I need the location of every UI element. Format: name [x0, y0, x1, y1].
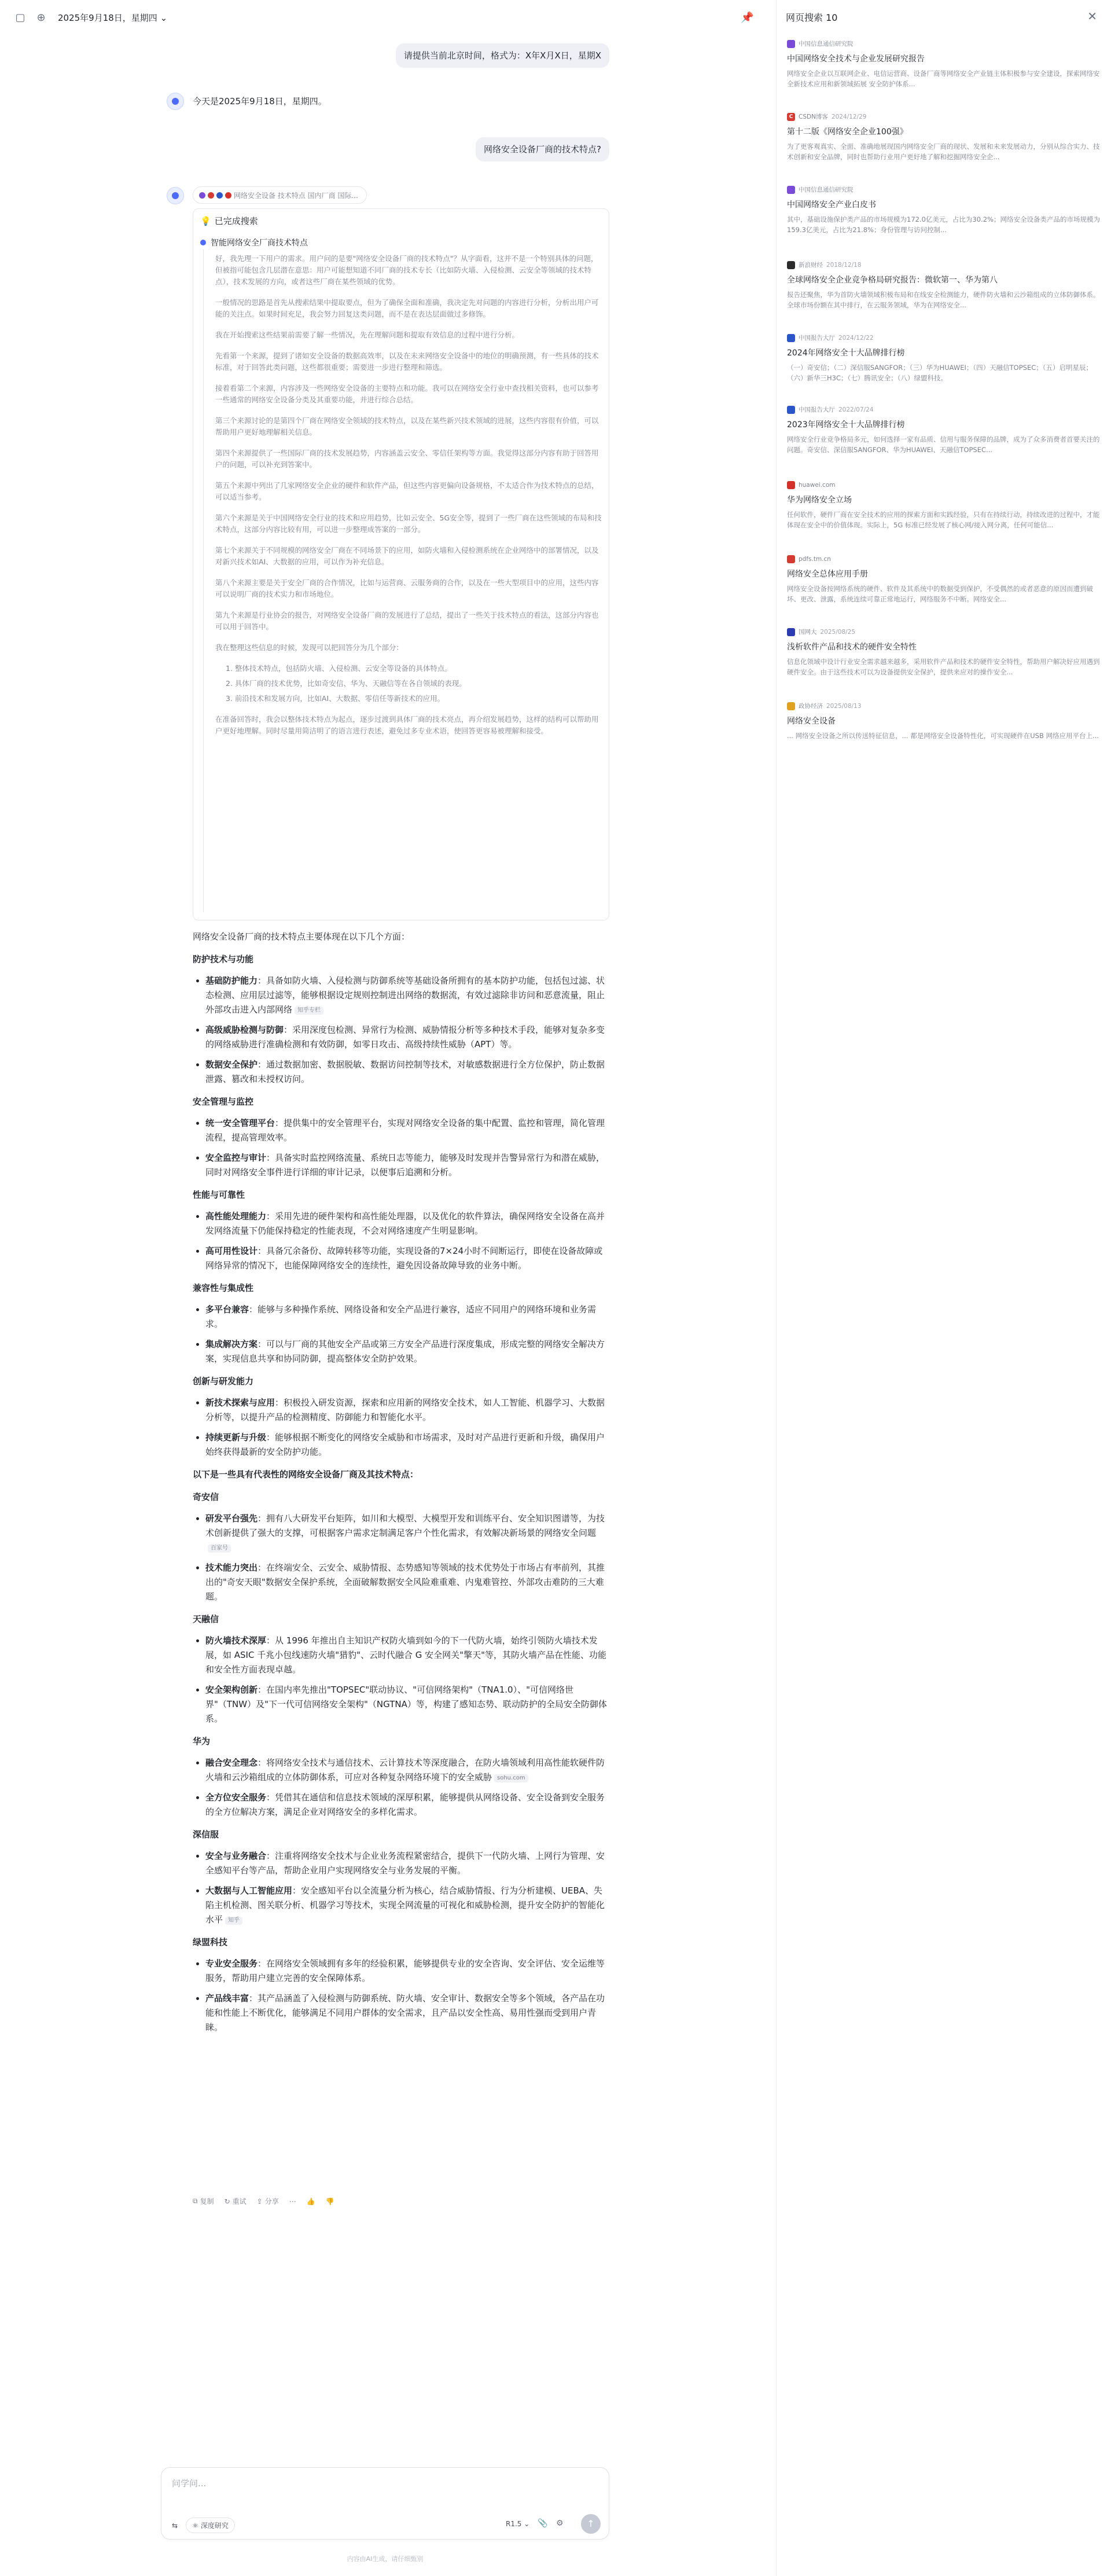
thumbs-down-icon: 👎: [325, 2197, 334, 2206]
lightbulb-icon: 💡: [200, 215, 211, 226]
section-heading: 奇安信: [193, 1492, 219, 1502]
result-snippet: 报告还聚焦，华为首防火墙领域积极布局和在线安全检测能力，硬件防火墙和云沙箱组成的立体防御体系。全球市场份额在其中排行，在云服务领域，华为在网络安全...: [787, 291, 1100, 309]
section-list: [205, 1209, 609, 1273]
refresh-icon: ↻: [224, 2197, 230, 2206]
item-text: ：安全感知平台以全流量分析为核心，结合威胁情报、行为分析建模、UEBA、失陷主机检测、图关联分析、机器学习等技术，实现全网流量的可视化和威胁检测，提升安全防护的智能化水平: [205, 1885, 605, 1925]
item-text: ：具备如防火墙、入侵检测与防御系统等基础设备所拥有的基本防护功能，包括包过滤、状态检测、应用层过滤等，能够根据设定规则控制进出网络的数据流，有效过滤除非访问和恶意流量，阻止外部攻击进入内部网络: [205, 975, 605, 1015]
search-result[interactable]: [787, 333, 1102, 383]
search-result[interactable]: [787, 480, 1102, 530]
item-term: 数据安全保护: [205, 1059, 258, 1070]
result-source: [787, 112, 1102, 122]
section-list: [205, 1511, 609, 1604]
result-title[interactable]: 第十二版《网络安全企业100强》: [787, 127, 908, 137]
user-message: 请提供当前北京时间，格式为：X年X月X日，星期X: [396, 43, 609, 68]
source-name: pdfs.tm.cn: [799, 556, 831, 563]
send-button[interactable]: ↑: [581, 2514, 601, 2534]
section-list: [205, 1849, 609, 1927]
item-text: ：具备实时监控网络流量、系统日志等能力，能够及时发现并告警异常行为和潜在威胁，同时对网络安全事件进行详细的审计记录，以便事后追溯和分析。: [205, 1153, 605, 1177]
thinking-paragraph: 一般情况的思路是首先从搜索结果中提取要点，但为了确保全面和准确，我决定先对问题的内容进行分析，分析出用户可能的关注点。如果时间充足，我会努力回复这类问题，而不是在表达层面做过多修饰。: [215, 298, 599, 318]
thinking-paragraph: 好，我先理一下用户的需求。用户问的是要"网络安全设备厂商的技术特点"？从字面看，这并不是一个特别具体的问题，但被指可能包含几层潜在意思：用户可能想知道不同厂商的技术专长（比如防火墙、入侵检测、云安全等领域的技术特点），技术发展的方向，或者这些厂商在某些领域的优势。: [215, 254, 598, 286]
item-text: ：能够根据不断变化的网络安全威胁和市场需求，及时对产品进行更新和升级，确保用户始终获得最新的安全防护功能。: [205, 1432, 605, 1457]
result-snippet: 网络安全企业以互联网企业、电信运营商、设备厂商等网络安全产业链主体积极参与安全建设，探索网络安全新技术应用和新领域拓展 安全防护体系...: [787, 69, 1100, 88]
result-snippet: ... 网络安全设备之所以传送特征信息，... 都是网络安全设备特性化，可实现硬件在USB 网络应用平台上...: [787, 732, 1099, 740]
result-title[interactable]: 网络安全设备: [787, 717, 836, 726]
result-date: 2025/08/13: [826, 703, 862, 710]
conversation-title[interactable]: 2025年9月18日，星期四 ⌄: [58, 13, 168, 23]
disclaimer: 内容由AI生成，请仔细甄别: [347, 2555, 424, 2563]
search-results-panel: [776, 0, 1111, 2576]
source-logo-icon: [208, 192, 214, 199]
thinking-panel: [193, 208, 609, 920]
search-result[interactable]: [787, 555, 1102, 604]
section-heading: 安全管理与监控: [193, 1096, 254, 1107]
item-term: 集成解决方案: [205, 1339, 258, 1349]
source-logo-icon: [199, 192, 205, 199]
result-snippet: 网络安全设备按网络系统的硬件、软件及其系统中的数据受到保护，不受偶然的或者恶意的原因而遭到破坏、更改、泄露，系统连续可靠正常地运行，网络服务不中断。网络安全...: [787, 585, 1093, 603]
source-name: 中国信息通信研究院: [799, 41, 854, 47]
site-logo-icon: [787, 40, 795, 48]
result-snippet: 其中，基础设施保护类产品的市场规模为172.0亿美元，占比为30.2%；网络安全设备类产品的市场规模为159.3亿美元，占比为21.8%；身份管理与访问控制...: [787, 215, 1100, 234]
section-heading: 深信服: [193, 1829, 219, 1840]
thinking-step: 智能网络安全厂商技术特点: [200, 237, 308, 248]
source-name: CSDN博客: [799, 113, 828, 120]
thinking-list-item: 2. 具体厂商的技术优势，比如奇安信、华为、天融信等在各自领域的表现。: [226, 679, 466, 688]
result-date: 2022/07/24: [838, 406, 874, 413]
list-item: [205, 1790, 609, 1819]
atom-icon: ⚛: [192, 2521, 198, 2530]
result-date: 2018/12/18: [826, 262, 862, 269]
item-text: ：提供集中的安全管理平台，实现对网络安全设备的集中配置、监控和管理，简化管理流程，提高管理效率。: [205, 1118, 605, 1143]
source-logo-icon: [216, 192, 223, 199]
thinking-body: [215, 253, 602, 746]
item-text: ：在网络安全领域拥有多年的经验积累，能够提供专业的安全咨询、安全评估、安全运维等服务，帮助用户建立完善的安全保障体系。: [205, 1958, 605, 1983]
section-list: [205, 1396, 609, 1459]
item-term: 产品线丰富: [205, 1993, 249, 2003]
result-source: [787, 480, 1102, 490]
list-item: [205, 1151, 609, 1180]
result-title[interactable]: 2024年网络安全十大品牌排行榜: [787, 348, 905, 358]
section-heading: 天融信: [193, 1614, 219, 1624]
list-item: [205, 1511, 609, 1555]
site-logo-icon: [787, 481, 795, 489]
item-term: 基础防护能力: [205, 975, 258, 986]
result-snippet: 信息化领域中设计行业安全需求越来越多，采用软件产品和技术的硬件安全特性，帮助用户解决好应用遇到硬件安全。由于这些技术可以为设备提供安全保护，提供来应对的操作安全...: [787, 658, 1100, 676]
item-term: 高级威胁检测与防御: [205, 1025, 284, 1035]
thinking-paragraph: 第五个来源中列出了几家网络安全企业的硬件和软件产品，但这些内容更偏向设备规格，不太适合作为技术特点的总结，可以适当参考。: [215, 481, 599, 501]
input-toolbar: [172, 2518, 235, 2533]
attach-icon[interactable]: 📎: [538, 2519, 548, 2528]
result-date: 2025/08/25: [820, 629, 856, 636]
source-name: 中国报告大厅: [799, 335, 835, 342]
item-term: 研发平台强先: [205, 1513, 258, 1524]
close-icon[interactable]: ✕: [1087, 9, 1097, 23]
result-title[interactable]: 华为网络安全立场: [787, 496, 852, 505]
result-snippet: 任何软件，硬件厂商在安全技术的应用的探索方面和实践经验，只有在持续行动，持续改进的过程中，才能体现在安全中的价值体现。实际上，5G 标准已经发展了核心网/接入网分离，任何可能信...: [787, 511, 1100, 529]
result-source: [787, 39, 1102, 49]
list-item: [205, 1337, 609, 1366]
top-bar: [0, 0, 775, 35]
item-text: ：积极投入研发资源，探索和应用新的网络安全技术，如人工智能、机器学习、大数据分析等，以提升产品的检测精度、防御能力和智能化水平。: [205, 1397, 605, 1422]
site-logo-icon: [787, 186, 795, 194]
thinking-paragraph: 第六个来源是关于中国网络安全行业的技术和应用趋势，比如云安全、5G安全等，提到了一些厂商在这些领域的布局和技术特点，这部分内容比较有用，可以进一步整理成答案的一部分。: [215, 513, 602, 534]
section-heading: 绿盟科技: [193, 1937, 228, 1947]
list-item: [205, 1991, 609, 2035]
share-button[interactable]: ⇪ 分享: [256, 2197, 279, 2206]
thinking-paragraph: 我在整理这些信息的时候，发现可以把回答分为几个部分：: [215, 643, 404, 652]
result-date: 2024/12/22: [838, 335, 874, 342]
thinking-paragraph: 第三个来源讨论的是第四个厂商在网络安全领域的技术特点，以及在某些新兴技术领域的进展，这些内容很有价值，可以帮助用户更好地理解相关信息。: [215, 416, 599, 436]
copy-icon: ⧉: [193, 2197, 198, 2205]
share-icon: ⇪: [256, 2197, 263, 2206]
result-snippet: （一）奇安信；（二）深信服SANGFOR；（三）华为HUAWEI；（四）天融信TOPSEC；（五）启明星辰；（六）新华三H3C；（七）腾讯安全；（八）绿盟科技。: [787, 364, 1092, 382]
section-heading: 华为: [193, 1736, 211, 1746]
new-chat-icon[interactable]: ⊕: [36, 12, 46, 24]
answer-intro: 网络安全设备厂商的技术特点主要体现在以下几个方面：: [193, 931, 410, 942]
citation-badge[interactable]: 知乎: [225, 1917, 242, 1925]
pin-icon[interactable]: 📌: [741, 12, 754, 24]
item-term: 多平台兼容: [205, 1304, 249, 1315]
list-item: [205, 1634, 609, 1677]
item-text: ：凭借其在通信和信息技术领域的深厚积累，能够提供从网络设备、安全设备到安全服务的全方位解决方案，满足企业对网络安全的多样化需求。: [205, 1792, 605, 1817]
assistant-message: 今天是2025年9月18日，星期四。: [193, 96, 327, 107]
assistant-avatar: [167, 187, 184, 204]
sidebar-toggle-icon[interactable]: ▢: [15, 12, 25, 24]
source-name: 中国信息通信研究院: [799, 186, 854, 193]
search-sources-chip[interactable]: [193, 186, 367, 204]
result-title[interactable]: 浅析软件产品和技术的硬件安全特性: [787, 643, 917, 652]
list-item: [205, 1116, 609, 1145]
item-text: ：通过数据加密、数据脱敏、数据访问控制等技术，对敏感数据进行全方位保护，防止数据泄露、篡改和未授权访问。: [205, 1059, 605, 1084]
result-source: [787, 333, 1102, 343]
settings-icon[interactable]: ⚙: [556, 2519, 564, 2528]
source-name: huawei.com: [799, 482, 836, 489]
deep-research-toggle[interactable]: ⚛ 深度研究: [186, 2518, 235, 2533]
thinking-header[interactable]: 💡 已完成搜索: [200, 215, 258, 226]
thinking-paragraph: 第七个来源关于不同规模的网络安全厂商在不同场景下的应用，如防火墙和入侵检测系统在企业网络中的部署情况，以及对新兴技术如AI、大数据的应用，可以作为补充信息。: [215, 546, 599, 566]
message-input[interactable]: 问学问...: [172, 2478, 207, 2489]
result-source: [787, 260, 1102, 270]
panel-title: 网页搜索 10: [786, 12, 838, 23]
user-message: 网络安全设备厂商的技术特点?: [476, 137, 609, 162]
section-heading: 性能与可靠性: [193, 1190, 245, 1200]
thinking-paragraph: 在准备回答时，我会以整体技术特点为起点，逐步过渡到具体厂商的技术亮点，再介绍发展趋势，这样的结构可以帮助用户更好地理解。同时尽量用简洁明了的语言进行表述，避免过多专业术语，使回答更容易被理解和接受。: [215, 715, 599, 735]
thumbs-up-icon: 👍: [306, 2197, 315, 2206]
site-logo-icon: [787, 406, 795, 414]
thinking-paragraph: 第四个来源提供了一些国际厂商的技术发展趋势，内容涵盖云安全、零信任架构等方面。我觉得这部分内容有助于回答用户的问题，可以补充到答案中。: [215, 449, 599, 469]
item-term: 高性能处理能力: [205, 1211, 267, 1221]
thinking-paragraph: 第九个来源是行业协会的报告，对网络安全设备厂商的发展进行了总结，提出了一些关于技术特点的看法，这部分内容也可以用于回答中。: [215, 611, 599, 631]
item-term: 持续更新与升级: [205, 1432, 267, 1443]
retry-button[interactable]: ↻ 重试: [224, 2197, 247, 2206]
result-title[interactable]: 网络安全总体应用手册: [787, 570, 868, 579]
list-item: [205, 1058, 609, 1087]
item-text: ：可以与厂商的其他安全产品或第三方安全产品进行深度集成，形成完整的网络安全解决方案，实现信息共享和协同防御，提高整体安全防护效果。: [205, 1339, 605, 1364]
section-heading: 防护技术与功能: [193, 954, 254, 964]
source-name: 政协经济: [799, 703, 823, 710]
item-term: 防火墙技术深厚: [205, 1635, 267, 1646]
result-title[interactable]: 中国网络安全技术与企业发展研究报告: [787, 54, 925, 64]
citation-badge[interactable]: 知乎专栏: [295, 1007, 323, 1015]
list-item: [205, 1209, 609, 1238]
item-term: 统一安全管理平台: [205, 1118, 275, 1128]
message-actions: [193, 2196, 334, 2206]
list-item: [205, 1683, 609, 1726]
item-text: ：在国内率先推出"TOPSEC"联动协议、"可信网络架构"（TNA1.0）、"可信网络世界"（TNW）及"下一代可信网络安全架构"（NGTNA）等，构建了感知态势、联动防护的全局安全防御体系。: [205, 1685, 607, 1724]
thinking-paragraph: 我在开始搜索这些结果前需要了解一些情况，先在理解问题和提取有效信息的过程中进行分析。: [215, 331, 520, 339]
result-source: [787, 702, 1102, 711]
section-list: [205, 1302, 609, 1366]
section-list: [205, 974, 609, 1087]
search-result[interactable]: [787, 260, 1102, 310]
site-logo-icon: [787, 555, 795, 563]
site-logo-icon: C: [787, 113, 795, 121]
item-text: ：注重将网络安全技术与企业业务流程紧密结合，提供下一代防火墙、上网行为管理、安全感知平台等产品，帮助企业用户实现网络安全与业务发展的平衡。: [205, 1851, 605, 1876]
list-item: [205, 1561, 609, 1604]
answer-body: [193, 930, 609, 2041]
result-date: 2024/12/29: [831, 113, 867, 120]
list-item: [205, 1430, 609, 1459]
copy-button[interactable]: ⧉ 复制: [193, 2197, 214, 2206]
item-text: ：其产品涵盖了入侵检测与防御系统、防火墙、安全审计、数据安全等多个领域，各产品在功能和性能上不断优化，能够满足不同用户群体的安全需求，且产品以安全性高、易用性强而受到用户青睐。: [205, 1993, 605, 2032]
source-name: 中国报告大厅: [799, 406, 835, 413]
source-logo-icon: [225, 192, 231, 199]
chip-label: 网络安全设备 技术特点 国内厂商 国际...: [234, 191, 358, 200]
item-term: 安全监控与审计: [205, 1153, 267, 1163]
item-text: ：采用深度包检测、异常行为检测、威胁情报分析等多种技术手段，能够对复杂多变的网络威胁进行准确检测和有效防御，如零日攻击、高级持续性威胁（APT）等。: [205, 1025, 605, 1050]
shuffle-icon[interactable]: ⇆: [172, 2521, 178, 2530]
more-icon: ⋯: [289, 2197, 296, 2206]
list-item: [205, 1756, 609, 1785]
item-term: 安全架构创新: [205, 1685, 258, 1695]
item-text: ：采用先进的硬件架构和高性能处理器，以及优化的软件算法，确保网络安全设备在高并发网络流量下仍能保持稳定的性能表现，不会对网络速度产生明显影响。: [205, 1211, 605, 1236]
item-text: ：从 1996 年推出自主知识产权防火墙到如今的下一代防火墙，始终引领防火墙技术发展，如 ASIC 千兆小包线速防火墙"猎豹"、云时代融合 G 安全网关"擎天"等，其防火墙产品在性能、功能和安全性方面表现卓越。: [205, 1635, 606, 1675]
item-term: 技术能力突出: [205, 1562, 258, 1573]
search-result[interactable]: [787, 702, 1102, 751]
result-source: [787, 185, 1102, 195]
result-title[interactable]: 全球网络安全企业竞争格局研究报告：微软第一、华为第八: [787, 276, 998, 285]
search-result[interactable]: [787, 185, 1102, 235]
thinking-paragraph: 第八个来源主要是关于安全厂商的合作情况，比如与运营商、云服务商的合作，以及在一些大型项目中的应用，这些内容可以说明厂商的技术实力和市场地位。: [215, 578, 599, 599]
item-text: ：具备冗余备份、故障转移等功能，实现设备的7×24小时不间断运行，即使在设备故障或网络异常的情况下，也能保障网络安全的连续性，避免因设备故障导致的业务中断。: [205, 1246, 603, 1271]
thinking-paragraph: 接着看第二个来源，内容涉及一些网络安全设备的主要特点和功能。我可以在网络安全行业中查找相关资料，也可以参考一些通常的网络安全设备分类及其重要功能，并进行综合总结。: [215, 384, 599, 404]
thumbs-up-button[interactable]: [307, 2196, 315, 2206]
section-heading: 兼容性与集成性: [193, 1283, 254, 1293]
vendors-lead: 以下是一些具有代表性的网络安全设备厂商及其技术特点：: [193, 1469, 419, 1480]
list-item: [205, 1302, 609, 1331]
result-source: [787, 405, 1102, 414]
result-source: [787, 628, 1102, 637]
list-item: [205, 1957, 609, 1986]
section-list: [205, 1756, 609, 1819]
site-logo-icon: [787, 702, 795, 710]
chevron-down-icon[interactable]: ⌄: [160, 13, 168, 23]
section-heading: 创新与研发能力: [193, 1376, 254, 1386]
list-item: [205, 1884, 609, 1927]
search-result[interactable]: [787, 39, 1102, 89]
list-item: [205, 1023, 609, 1052]
result-title[interactable]: 2023年网络安全十大品牌排行榜: [787, 420, 905, 430]
result-snippet: 网络安全行业竞争格局多元，如何选择一家有品质、信用与服务保障的品牌，成为了众多消费者首要关注的问题。奇安信、深信服SANGFOR、华为HUAWEI、天融信TOPSEC...: [787, 435, 1100, 454]
item-term: 专业安全服务: [205, 1958, 258, 1969]
thinking-paragraph: 先看第一个来源，提到了诸如安全设备的数据高效率，以及在未来网络安全设备中的地位的明确预测，有一些具体的技术标准，对于回答此类问题，这些都很重要；需要进一步进行整理和筛选。: [215, 351, 599, 372]
item-text: ：能够与多种操作系统、网络设备和安全产品进行兼容，适应不同用户的网络环境和业务需求。: [205, 1304, 597, 1329]
site-logo-icon: [787, 261, 795, 269]
search-result[interactable]: [787, 628, 1102, 677]
item-text: ：拥有八大研发平台矩阵，如川和大模型、大模型开发和训练平台、安全知识图谱等，为技术创新提供了强大的支撑，可根据客户需求定制满足客户个性化需求，有效解决新场景的网络安全问题: [205, 1513, 605, 1538]
item-term: 高可用性设计: [205, 1246, 258, 1256]
section-list: [205, 1116, 609, 1180]
item-term: 安全与业务融合: [205, 1851, 267, 1861]
search-result[interactable]: [787, 112, 1102, 162]
source-name: 新浪财经: [799, 262, 823, 269]
item-text: ：在终端安全、云安全、威胁情报、态势感知等领域的技术优势处于市场占有率前列，其推出的"奇安天眼"数据安全保护系统，全面破解数据安全风险难重难、内鬼难管控、外部攻击难防的三大难题。: [205, 1562, 605, 1602]
result-source: [787, 555, 1102, 564]
item-term: 新技术探索与应用: [205, 1397, 275, 1408]
more-button[interactable]: [289, 2196, 296, 2206]
model-selector[interactable]: R1.5 ⌄: [506, 2520, 530, 2528]
thinking-list-item: 1. 整体技术特点，包括防火墙、入侵检测、云安全等设备的具体特点。: [226, 664, 452, 673]
list-item: [205, 1396, 609, 1425]
step-dot-icon: [200, 240, 206, 245]
thumbs-down-button[interactable]: [326, 2196, 334, 2206]
site-logo-icon: [787, 628, 795, 636]
item-term: 融合安全理念: [205, 1757, 258, 1768]
source-name: 国网大: [799, 629, 817, 636]
citation-badge[interactable]: 百家号: [208, 1544, 231, 1553]
site-logo-icon: [787, 334, 795, 342]
result-snippet: 为了更客观真实、全面、准确地展现国内网络安全厂商的现状、发展和未来发展动力，分别从综合实力、技术创新和安全品牌，同时也帮助行业用户更好地了解和挖掘网络安全企...: [787, 142, 1100, 161]
thinking-list-item: 3. 前沿技术和发展方向，比如AI、大数据、零信任等新技术的应用。: [226, 694, 445, 703]
assistant-avatar: [167, 93, 184, 110]
item-text: ：将网络安全技术与通信技术、云计算技术等深度融合，在防火墙领域利用高性能软硬件防火墙和云沙箱组成的立体防御体系，可应对各种复杂网络环境下的安全威胁: [205, 1757, 605, 1782]
chat-input-box[interactable]: [161, 2467, 609, 2540]
list-item: [205, 974, 609, 1017]
citation-badge[interactable]: sohu.com: [494, 1774, 528, 1782]
list-item: [205, 1849, 609, 1878]
search-result[interactable]: [787, 405, 1102, 455]
item-term: 大数据与人工智能应用: [205, 1885, 293, 1896]
thinking-divider: [203, 249, 204, 912]
section-list: [205, 1634, 609, 1726]
section-list: [205, 1957, 609, 2035]
result-title[interactable]: 中国网络安全产业白皮书: [787, 200, 876, 210]
item-term: 全方位安全服务: [205, 1792, 267, 1803]
list-item: [205, 1244, 609, 1273]
